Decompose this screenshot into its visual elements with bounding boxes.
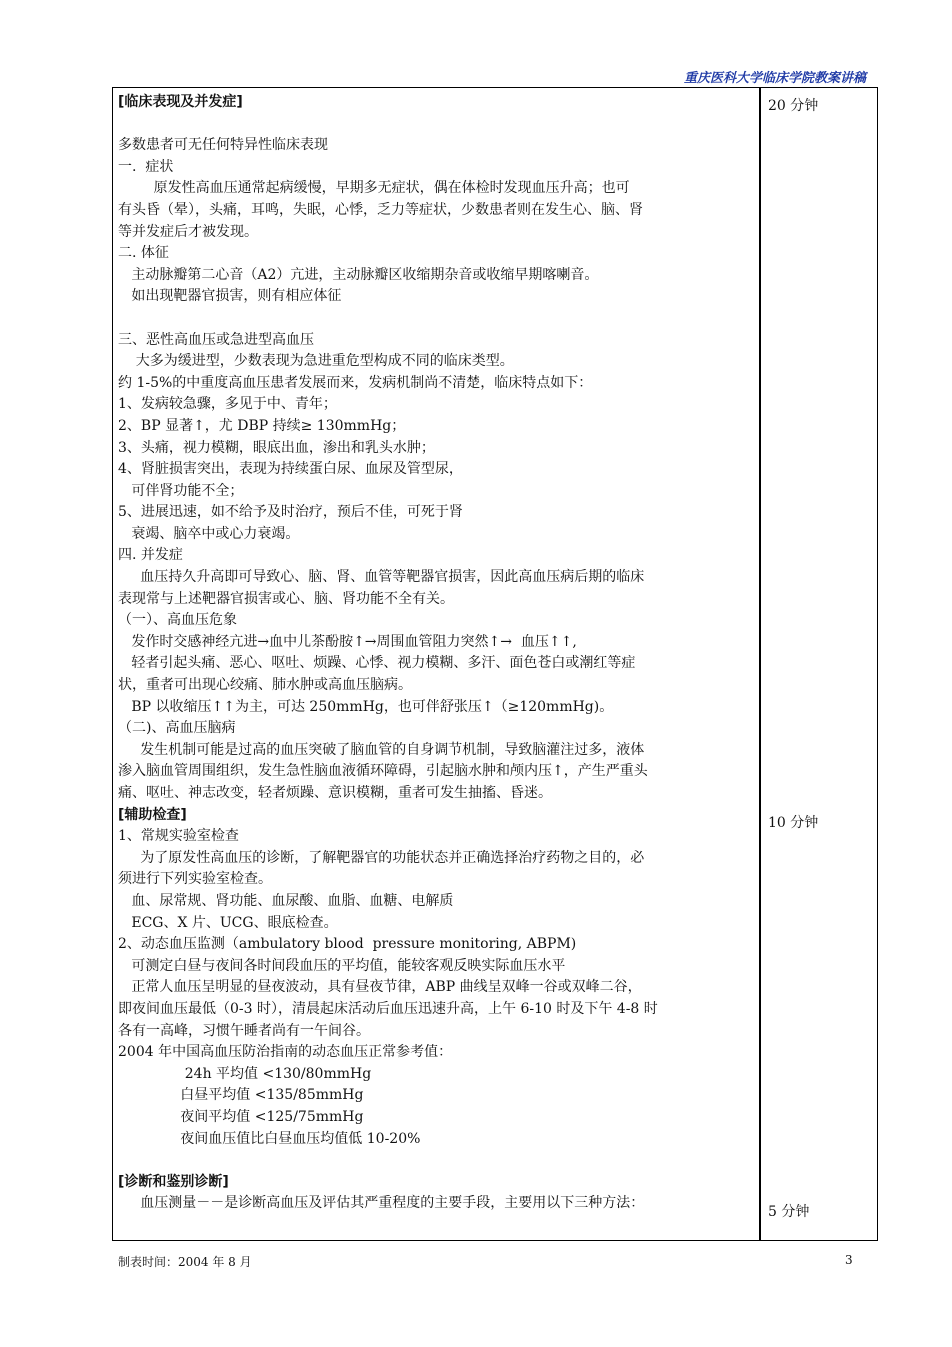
- content-line: 如出现靶器官损害，则有相应体征: [118, 288, 342, 305]
- content-line: 正常人血压呈明显的昼夜波动，具有昼夜节律，ABP 曲线呈双峰一谷或双峰二谷，: [118, 979, 642, 996]
- time-allocation-2: 10 分钟: [768, 815, 819, 831]
- content-line: 血压持久升高即可导致心、脑、肾、血管等靶器官损害，因此高血压病后期的临床: [118, 569, 645, 586]
- content-line: 血、尿常规、肾功能、血尿酸、血脂、血糖、电解质: [118, 892, 454, 909]
- content-line: 可测定白昼与夜间各时间段血压的平均值，能较客观反映实际血压水平: [118, 957, 566, 974]
- content-line: 痛、呕吐、神志改变，轻者烦躁、意识模糊，重者可发生抽搐、昏迷。: [118, 785, 552, 801]
- content-line: 四. 并发症: [118, 547, 183, 564]
- content-line: [118, 308, 756, 330]
- content-line: 2、BP 显著↑，尤 DBP 持续≥ 130mmHg；: [118, 417, 406, 434]
- content-line: 等并发症后才被发现。: [118, 223, 258, 240]
- content-line: 多数患者可无任何特异性临床表现: [118, 137, 328, 154]
- content-line: 有头昏（晕），头痛，耳鸣，失眠，心悸，乏力等症状，少数患者则在发生心、脑、肾: [118, 201, 643, 218]
- content-line: 为了原发性高血压的诊断，了解靶器官的功能状态并正确选择治疗药物之目的，必: [118, 849, 645, 866]
- content-line: ECG、X 片、UCG、眼底检查。: [118, 914, 338, 931]
- content-line: 2、动态血压监测（ambulatory blood pressure monitoring, ABPM): [118, 936, 577, 953]
- content-line: 24h 平均值 <130/80mmHg: [118, 1065, 372, 1082]
- content-line: 2004 年中国高血压防治指南的动态血压正常参考值：: [118, 1044, 453, 1061]
- content-line: 大多为缓进型，少数表现为急进重危型构成不同的临床类型。: [118, 353, 514, 370]
- column-divider: [759, 87, 761, 1241]
- lesson-content: [118, 92, 756, 1215]
- content-line: （二)、高血压脑病: [118, 720, 236, 737]
- content-line: 状，重者可出现心绞痛、肺水肿或高血压脑病。: [118, 677, 412, 694]
- content-line: 原发性高血压通常起病缓慢，早期多无症状，偶在体检时发现血压升高；也可: [118, 180, 630, 197]
- content-line: 轻者引起头痛、恶心、呕吐、烦躁、心悸、视力模糊、多汗、面色苍白或潮红等症: [118, 655, 636, 672]
- section-heading: [临床表现及并发症]: [118, 94, 243, 110]
- content-line: 二. 体征: [118, 245, 169, 262]
- content-line: 夜间平均值 <125/75mmHg: [118, 1108, 364, 1125]
- content-line: [118, 1150, 756, 1172]
- content-line: 3、头痛，视力模糊，眼底出血，渗出和乳头水肿；: [118, 439, 435, 456]
- content-line: 各有一高峰，习惯午睡者尚有一午间谷。: [118, 1022, 370, 1039]
- content-line: 1、发病较急骤，多见于中、青年；: [118, 396, 337, 413]
- time-allocation-1: 20 分钟: [768, 98, 819, 114]
- content-line: 1、常规实验室检查: [118, 828, 239, 845]
- section-heading: [诊断和鉴别诊断]: [118, 1173, 229, 1190]
- content-line: 衰竭、脑卒中或心力衰竭。: [118, 525, 300, 542]
- content-line: 渗入脑血管周围组织，发生急性脑血液循环障碍，引起脑水肿和颅内压↑，产生严重头: [118, 763, 648, 780]
- content-line: 可伴肾功能不全；: [118, 482, 244, 499]
- content-line: [118, 114, 756, 136]
- content-line: 表现常与上述靶器官损害或心、脑、肾功能不全有关。: [118, 590, 454, 607]
- section-heading: [辅助检查]: [118, 806, 187, 823]
- content-line: 夜间血压值比白昼血压均值低 10-20%: [118, 1130, 421, 1147]
- content-line: 主动脉瓣第二心音（A2）亢进，主动脉瓣区收缩期杂音或收缩早期喀喇音。: [118, 266, 599, 283]
- content-line: 三、恶性高血压或急进型高血压: [118, 331, 314, 348]
- content-line: 血压测量－－是诊断高血压及评估其严重程度的主要手段，主要用以下三种方法：: [118, 1195, 645, 1212]
- content-line: （一）、高血压危象: [118, 612, 237, 629]
- content-line: 发作时交感神经亢进→血中儿茶酚胺↑→周围血管阻力突然↑→ 血压↑↑,: [118, 633, 577, 650]
- footer-date: 制表时间：2004 年 8 月: [118, 1255, 252, 1269]
- time-allocation-3: 5 分钟: [768, 1204, 810, 1220]
- content-line: 5、进展迅速，如不给予及时治疗，预后不佳，可死于肾: [118, 504, 463, 521]
- content-line: 即夜间血压最低（0-3 时），清晨起床活动后血压迅速升高，上午 6-10 时及下午 4-8 时: [118, 1000, 658, 1017]
- content-line: BP 以收缩压↑↑为主，可达 250mmHg，也可伴舒张压↑（≥120mmHg)。: [118, 698, 614, 715]
- content-line: 4、肾脏损害突出，表现为持续蛋白尿、血尿及管型尿，: [118, 461, 463, 478]
- content-line: 须进行下列实验室检查。: [118, 871, 272, 888]
- content-line: 约 1-5%的中重度高血压患者发展而来，发病机制尚不清楚，临床特点如下：: [118, 374, 593, 391]
- institution-header: 重庆医科大学临床学院教案讲稿: [683, 71, 866, 86]
- page-number: 3: [845, 1253, 853, 1267]
- content-line: 发生机制可能是过高的血压突破了脑血管的自身调节机制，导致脑灌注过多，液体: [118, 741, 645, 758]
- content-line: 一. 症状: [118, 158, 174, 175]
- content-line: 白昼平均值 <135/85mmHg: [118, 1087, 364, 1104]
